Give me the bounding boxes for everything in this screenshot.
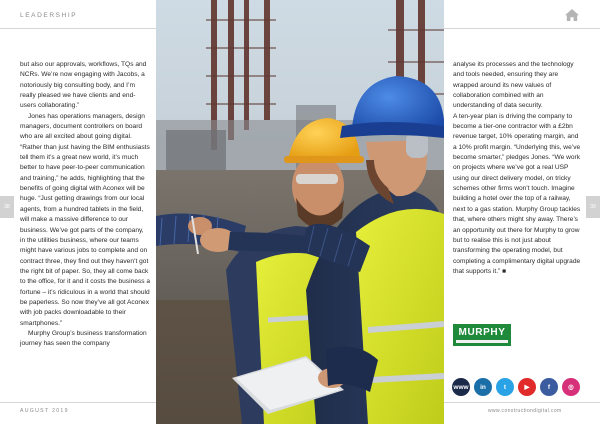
www-icon[interactable]: www <box>452 378 470 396</box>
article-paragraph: but also our approvals, workflows, TQs and NCRs. We’re now engaging with Jacobs, a notoriously big consulting body, and I’m really pleased we have clients and end-users collaborating.” <box>20 61 147 110</box>
construction-workers-photo <box>156 0 444 424</box>
footer-divider-left <box>0 402 156 403</box>
article-paragraph: Jones has operations managers, design managers, document controllers on board who are all excited about going digital. “Rather than just having the BIM enthusiasts tell them it’s a great new world, it’s much better to have peer-to-peer communication and training,” he adds, highlighting that the benefits of going digital with Aconex will be huge. “Just getting drawings from our local agents, from a hundred tablets in the field, will make a massive difference to our business. We’ve got parts of the company, in the utilities business, where our teams might have various jobs to complete and on contract three, they find out they haven’t got the right bit of paper. So, they all come back to the office, for it and it costs the business a fortune – it’s ridiculous in a world that should be paperless. So now they’ve all got Aconex with job packs downloadable to their smartphones.” <box>20 112 150 327</box>
footer-issue-date: AUGUST 2019 <box>20 408 69 414</box>
home-icon[interactable] <box>564 8 580 22</box>
article-column-right <box>453 60 583 277</box>
social-links <box>452 378 580 396</box>
article-paragraph: analyse its processes and the technology and tools needed, ensuring they are wrapped around its new values of collaboration combined with an understanding of data security. <box>453 61 574 110</box>
header-divider-left <box>0 28 156 29</box>
facebook-icon[interactable]: f <box>540 378 558 396</box>
linkedin-icon[interactable]: in <box>474 378 492 396</box>
footer-website-link[interactable]: www.constructiondigital.com <box>488 408 562 414</box>
page-number-tab-right: 39 <box>586 196 600 218</box>
article-column-left <box>20 60 150 350</box>
youtube-icon[interactable]: ▶ <box>518 378 536 396</box>
header-divider-right <box>444 28 600 29</box>
murphy-logo-word: MURPHY <box>458 327 506 338</box>
murphy-logo[interactable] <box>453 324 511 346</box>
instagram-icon[interactable]: ◎ <box>562 378 580 396</box>
section-label: LEADERSHIP <box>20 12 78 19</box>
twitter-icon[interactable]: t <box>496 378 514 396</box>
article-paragraph: Murphy Group’s business transformation journey has seen the company <box>20 329 147 348</box>
article-paragraph: A ten-year plan is driving the company to become a tier-one contractor with a £2bn revenue target, 10% operating margin, and a 10% profit margin. “Underlying this, we’ve become smarter,” pledges Jones. “We work on projects where we’ve got a real USP using our direct delivery model, on tricky schemes other firms won’t touch. Imagine building a hotel over the top of a railway, next to a gas station. Murphy Group tackles that, where others might shy away. There’s an opportunity out there for Murphy to grow but to realise this is not just about transforming the operating model, but completing a complimentary digital upgrade that supports it.” ■ <box>453 112 581 275</box>
murphy-logo-strip <box>456 340 508 343</box>
page-number-tab-left: 38 <box>0 196 14 218</box>
footer-divider-right <box>444 402 600 403</box>
